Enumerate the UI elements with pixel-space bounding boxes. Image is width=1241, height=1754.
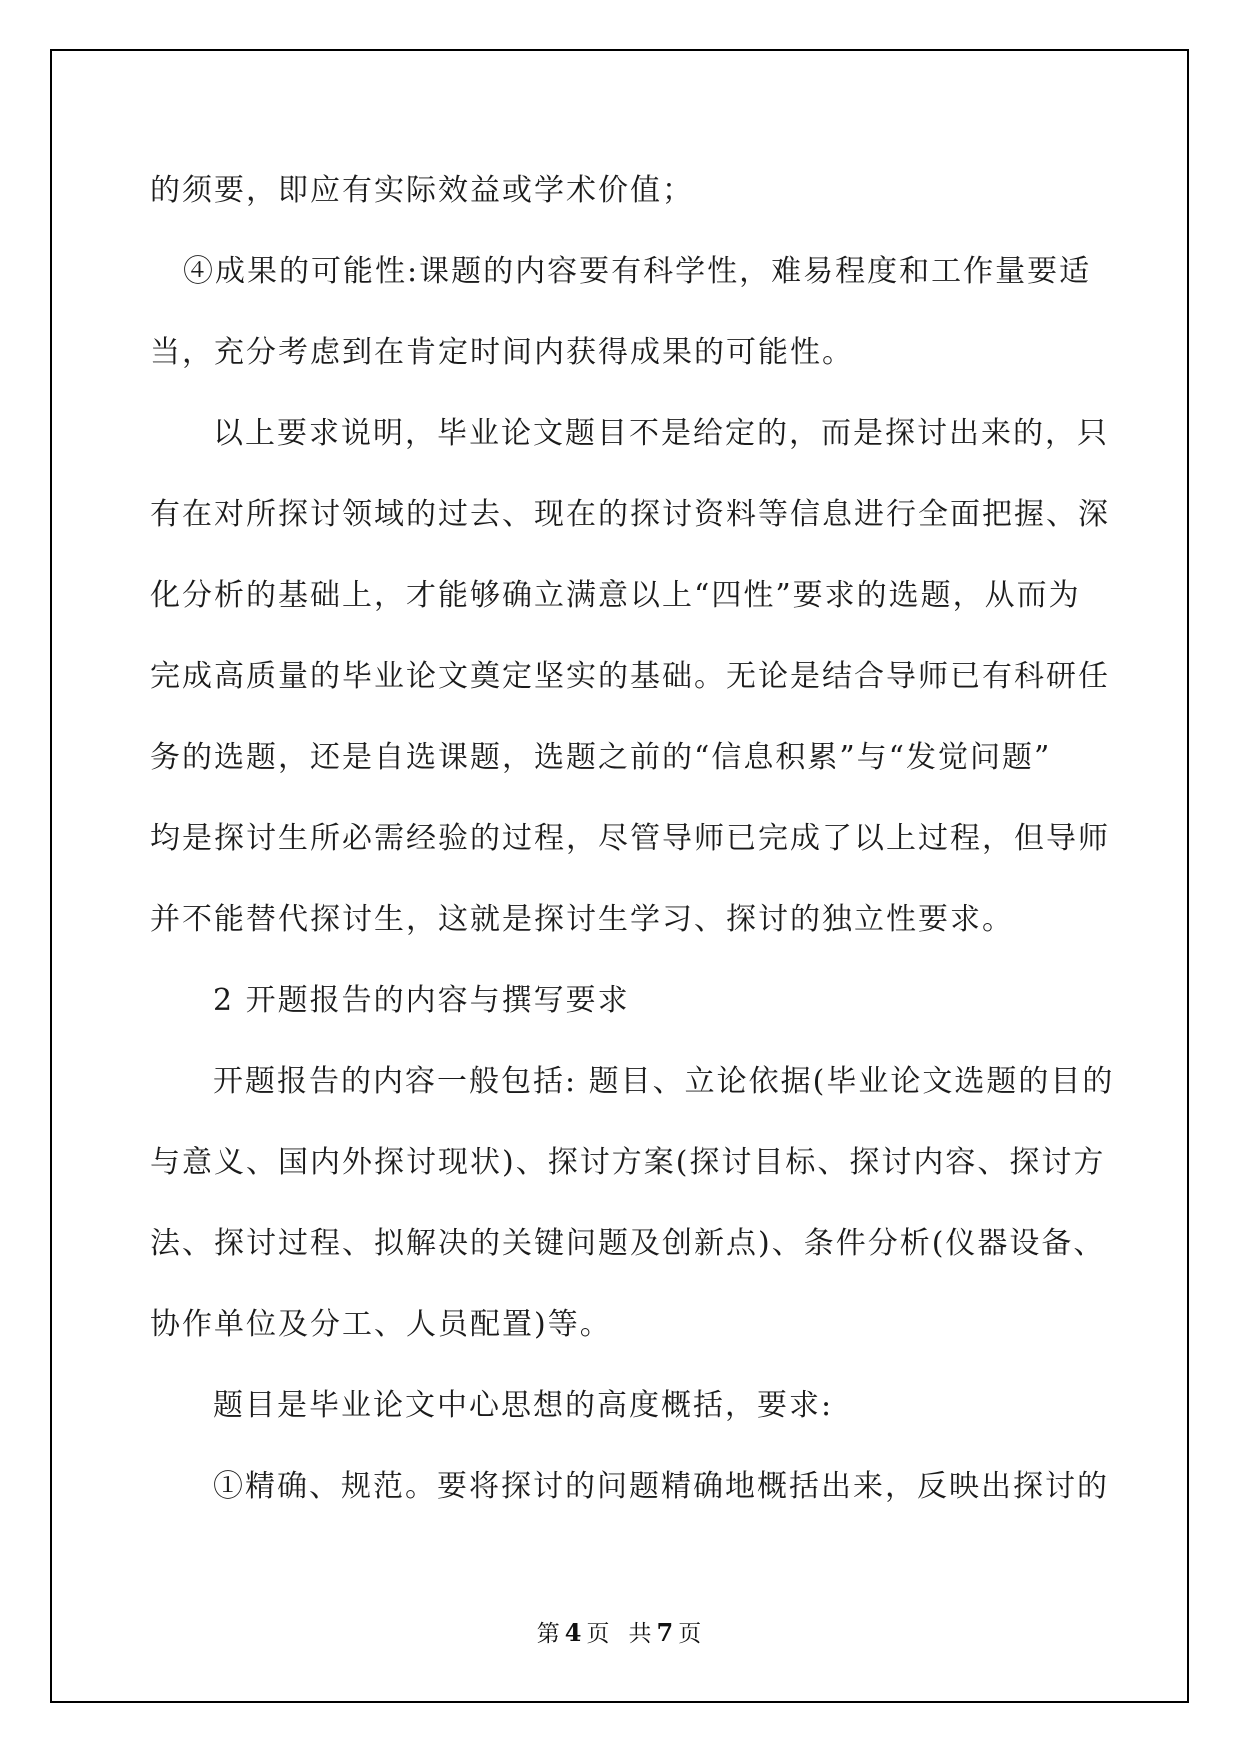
text-line: ①精确、规范。要将探讨的问题精确地概括出来，反映出探讨的 — [213, 1469, 1109, 1504]
text-line: 题目是毕业论文中心思想的高度概括，要求: — [213, 1388, 834, 1423]
text-line: 当，充分考虑到在肯定时间内获得成果的可能性。 — [150, 335, 854, 370]
text-line: 完成高质量的毕业论文奠定坚实的基础。无论是结合导师已有科研任 — [150, 659, 1110, 694]
footer-page-prefix: 第 — [536, 1621, 561, 1647]
text-line: 2 开题报告的内容与撰写要求 — [213, 983, 630, 1018]
text-line: 均是探讨生所必需经验的过程，尽管导师已完成了以上过程，但导师 — [150, 821, 1110, 856]
text-line: 协作单位及分工、人员配置)等。 — [150, 1307, 612, 1342]
footer-page-label: 页 — [586, 1621, 611, 1647]
text-line: 的须要，即应有实际效益或学术价值； — [150, 173, 694, 208]
text-line: 与意义、国内外探讨现状)、探讨方案(探讨目标、探讨内容、探讨方 — [150, 1145, 1106, 1180]
text-line: ④成果的可能性:课题的内容要有科学性，难易程度和工作量要适 — [183, 254, 1092, 289]
page-footer — [50, 1616, 1189, 1651]
text-line: 并不能替代探讨生，这就是探讨生学习、探讨的独立性要求。 — [150, 902, 1014, 937]
body-text — [150, 150, 1115, 1527]
footer-total-prefix: 共 — [628, 1621, 653, 1647]
footer-page-number: 4 — [564, 1618, 583, 1647]
text-line: 有在对所探讨领域的过去、现在的探讨资料等信息进行全面把握、深 — [150, 497, 1110, 532]
text-line: 务的选题，还是自选课题，选题之前的“信息积累”与“发觉问题” — [150, 740, 1052, 775]
text-line: 化分析的基础上，才能够确立满意以上“四性”要求的选题，从而为 — [150, 578, 1081, 613]
text-line: 法、探讨过程、拟解决的关键问题及创新点)、条件分析(仪器设备、 — [150, 1226, 1106, 1261]
footer-total-label: 页 — [678, 1621, 703, 1647]
text-line: 以上要求说明，毕业论文题目不是给定的，而是探讨出来的，只 — [213, 416, 1109, 451]
text-line: 开题报告的内容一般包括: 题目、立论依据(毕业论文选题的目的 — [213, 1064, 1115, 1099]
footer-total-number: 7 — [656, 1618, 675, 1647]
